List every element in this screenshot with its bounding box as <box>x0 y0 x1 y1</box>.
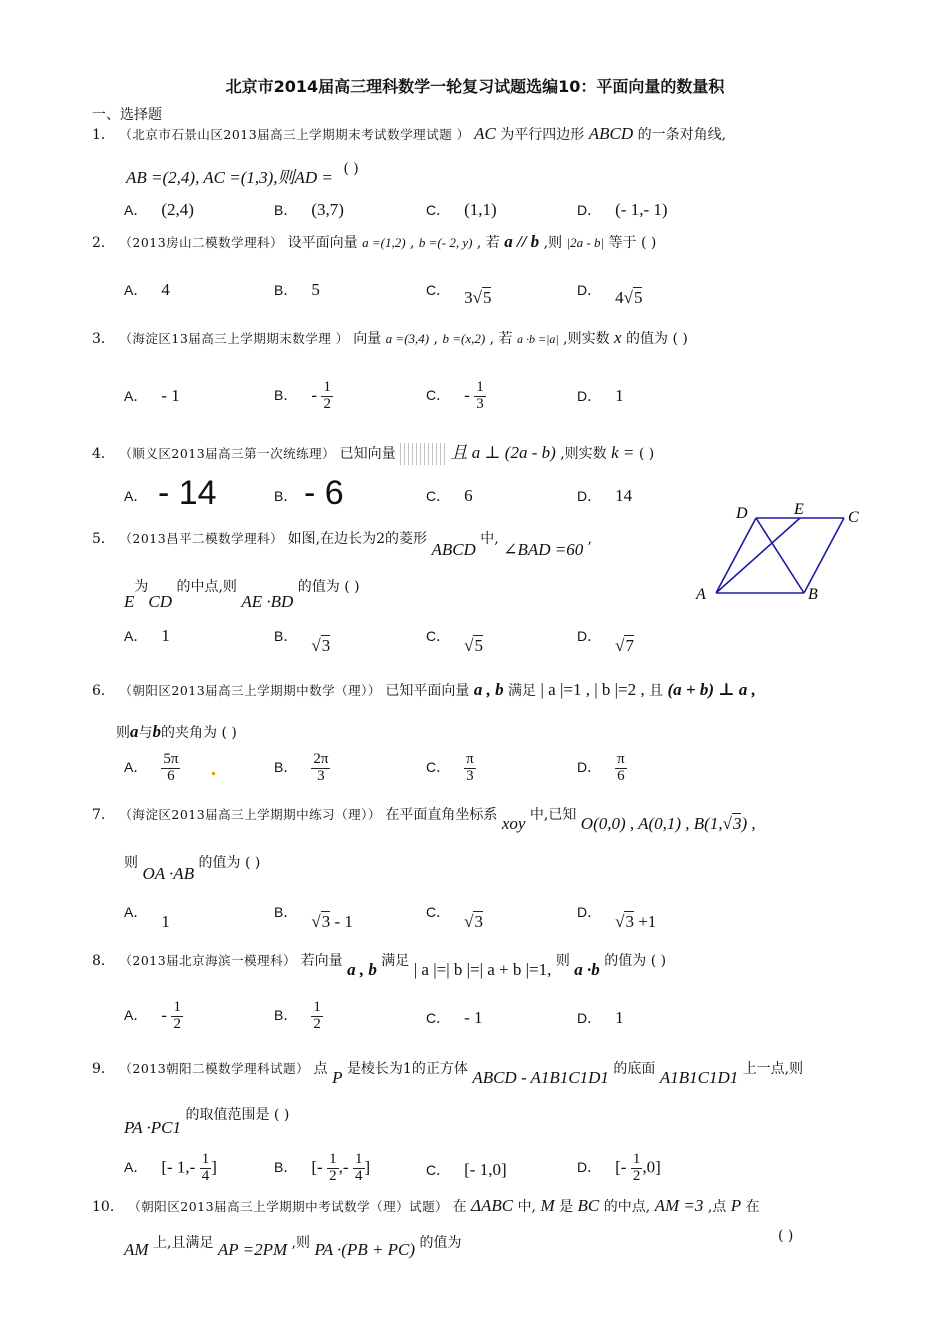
fraction: $\frac{\pi}{3}$ <box>466 751 474 784</box>
option-a <box>124 280 170 300</box>
option-d: D． √3 +1 <box>577 904 657 931</box>
question-text: 则 <box>124 855 138 871</box>
question-text: ,则实数 <box>563 331 610 347</box>
math-expr: a , b <box>347 960 377 979</box>
math-expr: AM =3 <box>654 1196 704 1215</box>
math-expr: E <box>124 592 135 611</box>
question-7: 7． （海淀区2013届高三上学期期中练习（理）） 在平面直角坐标系 xoy 中,已知 O(0,0) , A(0,1) , B(1,√3) , <box>92 807 756 833</box>
math-expr: a ·b =|a| <box>516 332 559 346</box>
option-d: D． √7 <box>577 628 634 655</box>
option-label: C． <box>426 387 451 404</box>
option-value: 1 <box>615 386 624 405</box>
option-a <box>124 1000 183 1033</box>
question-text: 的一条对角线, <box>637 127 727 143</box>
fraction: $\frac{1}{2}$ <box>632 1151 641 1184</box>
question-text: 在 <box>745 1199 760 1215</box>
edge-bc <box>804 518 844 593</box>
option-label: C． <box>426 202 451 218</box>
question-text: 已知平面向量 <box>385 683 470 699</box>
question-text: 中, <box>517 1199 537 1215</box>
option-label: A． <box>124 202 148 218</box>
question-text: 的值为 <box>419 1235 462 1251</box>
math-expr: a =(1,2) <box>362 235 406 250</box>
option-b <box>274 752 330 785</box>
option-b <box>274 1152 370 1185</box>
option-label: B． <box>274 1007 298 1024</box>
question-text: 中,已知 <box>529 807 577 823</box>
stray-dot <box>212 772 215 775</box>
fraction: $\frac{5\pi}{6}$ <box>163 751 179 784</box>
question-text: ,则 <box>543 235 563 251</box>
answer-blank: ( ) <box>672 331 688 347</box>
answer-blank: ( ) <box>244 855 261 871</box>
options-3 <box>124 380 824 420</box>
option-value: (3,7) <box>311 200 344 219</box>
option-value: 3 <box>321 636 331 655</box>
option-value: 4 <box>615 288 624 307</box>
option-value: - 1 <box>161 386 180 405</box>
option-label: C． <box>426 282 451 298</box>
option-value: - 6 <box>304 474 344 512</box>
question-text: 且 <box>649 683 664 699</box>
question-5: 5． （2013昌平二模数学理科） 如图,在边长为2的菱形 ABCD 中, ∠BAD =60 , <box>92 531 593 559</box>
option-a <box>124 486 161 506</box>
math-expr: ∠BAD =60 <box>503 540 584 559</box>
option-c <box>426 1008 483 1028</box>
answer-blank: ( ) <box>638 446 655 462</box>
option-value: 3 <box>464 288 473 307</box>
math-expr: O(0,0) , A(0,1) , B(1, <box>580 814 723 833</box>
math-expr: | a |=| b |=| a + b |=1, <box>413 960 552 979</box>
question-text: 为 <box>134 579 149 595</box>
question-number: 8． <box>92 953 115 969</box>
question-text: 的值为 <box>297 579 340 595</box>
math-expr: a , b <box>473 680 504 699</box>
segment-bd <box>756 518 804 593</box>
math-expr: AP =2PM <box>217 1240 288 1259</box>
fraction: $\frac{1}{2}$ <box>313 999 321 1032</box>
question-source: （朝阳区2013届高三上学期期中数学（理）） <box>119 683 381 698</box>
option-label: D． <box>577 388 602 404</box>
question-text: 上,且满足 <box>153 1235 214 1251</box>
option-d <box>577 200 668 220</box>
question-5-line2 <box>124 576 360 611</box>
vertex-label-a: A <box>696 586 706 603</box>
fraction: $\frac{1}{3}$ <box>476 379 484 412</box>
question-source: （2013昌平二模数学理科） <box>119 531 284 546</box>
option-label: C． <box>426 488 451 504</box>
option-value: - <box>311 385 318 405</box>
option-value: ] <box>364 1157 371 1177</box>
math-expr: ΔABC <box>471 1196 514 1215</box>
math-expr: CD <box>148 592 173 611</box>
question-number: 10． <box>92 1199 124 1215</box>
option-c <box>426 200 497 220</box>
option-value: 1 <box>161 626 170 645</box>
question-source: （朝阳区2013届高三上学期期中考试数学（理）试题） <box>128 1199 449 1214</box>
fraction: $\frac{1}{2}$ <box>329 1151 337 1184</box>
math-expr: 且 a ⊥ (2a - b) <box>450 443 556 462</box>
math-expr: b =(- 2, y) <box>418 235 473 250</box>
options-7 <box>124 902 824 942</box>
option-c <box>426 1160 507 1180</box>
option-label: B． <box>274 387 298 404</box>
option-value: ] <box>211 1157 217 1177</box>
option-label: D． <box>577 628 602 644</box>
option-a <box>124 752 180 785</box>
question-text: 与 <box>138 725 153 741</box>
option-value: 1 <box>161 912 170 931</box>
option-a <box>124 386 180 406</box>
question-text: 是 <box>559 1199 574 1215</box>
option-label: B． <box>274 759 298 776</box>
option-c: C． √5 <box>426 628 483 655</box>
option-c <box>426 752 476 785</box>
rhombus-diagram <box>690 500 870 605</box>
option-b <box>274 280 320 300</box>
option-d <box>577 1152 661 1185</box>
option-value: - <box>161 1005 168 1025</box>
option-label: C． <box>426 1162 451 1178</box>
fraction: $\frac{\pi}{6}$ <box>617 751 625 784</box>
option-b <box>274 380 333 413</box>
math-expr: PA ·(PB + PC) <box>314 1240 416 1259</box>
math-expr: PA ·PC1 <box>124 1118 181 1137</box>
vertex-label-d: D <box>736 505 748 522</box>
garbled-vector-image <box>400 443 446 465</box>
option-b-value <box>304 474 344 513</box>
question-text: 如图,在边长为2的菱形 <box>287 531 427 547</box>
rhombus-shape <box>716 518 844 593</box>
question-text: 等于 <box>608 235 637 251</box>
question-text: 则 <box>116 725 130 741</box>
question-number: 2． <box>92 235 115 251</box>
math-expr: a ·b <box>574 960 600 979</box>
option-label: B． <box>274 488 298 504</box>
option-value: 5 <box>474 636 483 655</box>
vertex-label-b: B <box>808 586 818 603</box>
question-source: （北京市石景山区2013届高三上学期期末考试数学理试题 ） <box>119 127 470 142</box>
question-text: 的中点,则 <box>176 579 237 595</box>
option-label: B． <box>274 1159 298 1176</box>
question-text: 的值为 <box>198 855 241 871</box>
math-expr: x <box>614 328 622 347</box>
question-text: 已知向量 <box>339 446 396 462</box>
question-9 <box>92 1058 804 1087</box>
option-value: - 1 <box>464 1008 483 1027</box>
question-text: 设平面向量 <box>287 235 358 251</box>
edge-da <box>716 518 756 593</box>
question-source: （2013房山二模数学理科） <box>119 235 284 250</box>
option-d <box>577 386 624 406</box>
question-text: 若 <box>485 235 500 251</box>
option-label: A． <box>124 488 148 504</box>
section-heading: 一、选择题 <box>92 107 162 123</box>
option-value: - <box>464 385 470 405</box>
question-text: 向量 <box>353 331 382 347</box>
option-label: D． <box>577 1159 602 1176</box>
option-value: 5 <box>311 280 320 299</box>
question-text: ,则 <box>291 1235 311 1251</box>
question-9-line2 <box>124 1104 290 1137</box>
option-b: B． √3 - 1 <box>274 904 353 931</box>
option-value: (2,4) <box>161 200 194 219</box>
question-text: 若向量 <box>300 953 343 969</box>
option-label: D． <box>577 759 602 776</box>
question-1 <box>92 124 726 144</box>
math-expr: AB =(2,4), AC =(1,3),则AD = <box>126 168 333 187</box>
question-text: 的中点, <box>603 1199 651 1215</box>
question-4 <box>92 438 654 465</box>
question-8 <box>92 950 667 979</box>
option-label: B． <box>274 282 298 298</box>
option-value: 7 <box>625 636 634 655</box>
option-label: A． <box>124 759 148 776</box>
question-6-line2 <box>116 722 237 742</box>
option-label: A． <box>124 282 148 298</box>
radicand: 5 <box>482 288 492 307</box>
option-label: D． <box>577 282 602 298</box>
question-1-line2 <box>126 163 359 188</box>
question-text: ,则实数 <box>560 446 607 462</box>
answer-blank: ( ) <box>273 1107 290 1123</box>
question-source: （海淀区13届高三上学期期末数学理 ） <box>119 331 349 346</box>
math-expr: a =(3,4) <box>385 331 430 346</box>
options-5 <box>124 626 824 666</box>
vertex-label-c: C <box>848 509 859 526</box>
option-b <box>274 1000 323 1033</box>
option-c <box>426 380 486 413</box>
question-text: 的夹角为 <box>161 725 217 741</box>
math-expr: ) , <box>741 814 756 833</box>
math-expr: ABCD <box>588 124 634 143</box>
math-expr: b =(x,2) <box>442 331 486 346</box>
math-expr: AC <box>474 124 496 143</box>
question-number: 5． <box>92 531 115 547</box>
question-source: （2013朝阳二模数学理科试题） <box>119 1061 310 1076</box>
math-expr: OA ·AB <box>142 864 195 883</box>
option-d: D． 4√5 <box>577 282 643 307</box>
radicand: 3 <box>625 912 634 931</box>
option-a <box>124 200 194 220</box>
options-6 <box>124 752 824 792</box>
question-number: 1． <box>92 127 115 143</box>
option-value: [- 1,- <box>161 1157 196 1177</box>
question-7-line2 <box>124 852 261 883</box>
question-text: 在平面直角坐标系 <box>385 807 498 823</box>
option-label: C． <box>426 759 451 776</box>
option-d <box>577 752 627 785</box>
fraction: $\frac{1}{2}$ <box>173 999 181 1032</box>
math-expr: (a + b) ⊥ a , <box>667 680 756 699</box>
option-value: 6 <box>464 486 473 505</box>
math-expr: AM <box>124 1240 149 1259</box>
option-label: A． <box>124 1007 148 1024</box>
option-label: A． <box>124 628 148 644</box>
option-value: [- 1,0] <box>464 1160 507 1179</box>
math-expr: BC <box>577 1196 600 1215</box>
option-value: (- 1,- 1) <box>615 200 668 219</box>
option-label: D． <box>577 488 602 504</box>
question-number: 7． <box>92 807 115 823</box>
question-number: 3． <box>92 331 115 347</box>
math-expr: A1B1C1D1 <box>659 1068 739 1087</box>
question-text: 点 <box>313 1061 328 1077</box>
answer-blank: ( ) <box>640 235 657 251</box>
option-b <box>274 200 344 220</box>
math-expr: a // b <box>504 232 540 251</box>
fraction: $\frac{1}{4}$ <box>355 1151 363 1184</box>
question-10-line2 <box>124 1232 462 1259</box>
question-text: 上一点,则 <box>742 1061 804 1077</box>
option-label: B． <box>274 628 298 644</box>
question-number: 4． <box>92 446 115 462</box>
math-expr: P <box>332 1068 343 1087</box>
question-number: 6． <box>92 683 115 699</box>
question-source: （顺义区2013届高三第一次统练理） <box>119 446 336 461</box>
math-expr: ABCD <box>431 540 476 559</box>
option-label: D． <box>577 1010 602 1026</box>
question-text: 若 <box>498 331 513 347</box>
options-8 <box>124 1000 824 1040</box>
option-label: D． <box>577 202 602 218</box>
question-3: 3． （海淀区13届高三上学期期末数学理 ） 向量 a =(3,4) , b =(x,2) , 若 a ·b =|a| ,则实数 x 的值为 ( ) <box>92 328 688 347</box>
question-text: 在 <box>452 1199 467 1215</box>
question-text: 是棱长为1的正方体 <box>346 1061 468 1077</box>
math-expr: xoy <box>501 814 526 833</box>
math-expr: P <box>730 1196 742 1215</box>
question-text: 的值为 <box>604 953 647 969</box>
option-b: B． √3 <box>274 628 331 655</box>
option-label: C． <box>426 904 451 920</box>
radicand: 3 <box>732 814 742 833</box>
math-expr: k = <box>611 443 635 462</box>
radicand: 3 <box>321 912 331 931</box>
option-value: 1 <box>615 1008 624 1027</box>
fraction: $\frac{1}{2}$ <box>323 379 331 412</box>
option-a <box>124 902 170 931</box>
option-d <box>577 1008 624 1028</box>
question-text: ,点 <box>707 1199 727 1215</box>
option-c: C． 3√5 <box>426 282 492 307</box>
question-source: （海淀区2013届高三上学期期中练习（理）） <box>119 807 381 822</box>
option-label: B． <box>274 904 298 920</box>
math-expr: AE ·BD <box>241 592 294 611</box>
option-value: - 1 <box>334 912 353 931</box>
answer-blank: ( ) <box>650 953 667 969</box>
question-6 <box>92 680 756 700</box>
question-text: 的底面 <box>613 1061 656 1077</box>
options-2 <box>124 280 824 320</box>
option-label: B． <box>274 202 298 218</box>
segment-ae <box>716 518 800 593</box>
question-10 <box>92 1196 760 1216</box>
option-label: A． <box>124 1159 148 1176</box>
option-value: +1 <box>638 912 657 931</box>
page-title: 北京市2014届高三理科数学一轮复习试题选编10：平面向量的数量积 <box>225 77 725 96</box>
answer-blank: ( ) <box>221 725 237 741</box>
math-expr: a <box>130 722 139 741</box>
option-value: 4 <box>161 280 170 299</box>
options-9 <box>124 1152 824 1192</box>
option-a <box>124 626 170 646</box>
option-label: C． <box>426 628 451 644</box>
option-value: (1,1) <box>464 200 497 219</box>
answer-blank: ( ) <box>778 1228 794 1244</box>
option-a-value <box>158 474 217 513</box>
answer-blank: ( ) <box>343 161 359 177</box>
option-c <box>426 486 473 506</box>
option-value: ,0] <box>642 1157 661 1177</box>
question-text: 的取值范围是 <box>185 1107 270 1123</box>
option-c: C． √3 <box>426 904 483 931</box>
option-label: A． <box>124 904 148 920</box>
vertex-label-e: E <box>794 501 804 518</box>
radicand: 5 <box>633 288 643 307</box>
math-expr: | a |=1 , | b |=2 , <box>540 680 645 699</box>
question-text: 则 <box>555 953 570 969</box>
option-a <box>124 1152 217 1185</box>
option-value: 14 <box>615 486 633 505</box>
option-label: D． <box>577 904 602 920</box>
fraction: $\frac{2\pi}{3}$ <box>313 751 329 784</box>
math-expr: ABCD - A1B1C1D1 <box>472 1068 609 1087</box>
option-d <box>577 486 632 506</box>
question-source: （2013届北京海滨一模理科） <box>119 953 297 968</box>
radicand: 3 <box>474 912 483 931</box>
math-expr: b <box>152 722 161 741</box>
question-text: 中, <box>480 531 499 547</box>
option-value: ,- <box>338 1157 349 1177</box>
question-number: 9． <box>92 1061 115 1077</box>
question-text: 满足 <box>508 683 537 699</box>
fraction: $\frac{1}{4}$ <box>201 1151 210 1184</box>
question-text: 为平行四边形 <box>500 127 585 143</box>
question-text: 满足 <box>381 953 410 969</box>
answer-blank: ( ) <box>344 579 360 595</box>
option-value: [- <box>311 1157 323 1177</box>
option-label: A． <box>124 388 148 404</box>
question-2: 2． （2013房山二模数学理科） 设平面向量 a =(1,2) , b =(- 2, y) , 若 a // b ,则 |2a - b| 等于 ( ) <box>92 232 657 251</box>
option-value: [- <box>615 1157 627 1177</box>
question-text: 的值为 <box>626 331 669 347</box>
option-value: - 14 <box>158 474 217 512</box>
math-expr: M <box>540 1196 555 1215</box>
option-label: C． <box>426 1010 451 1026</box>
math-expr: |2a - b| <box>566 235 605 250</box>
